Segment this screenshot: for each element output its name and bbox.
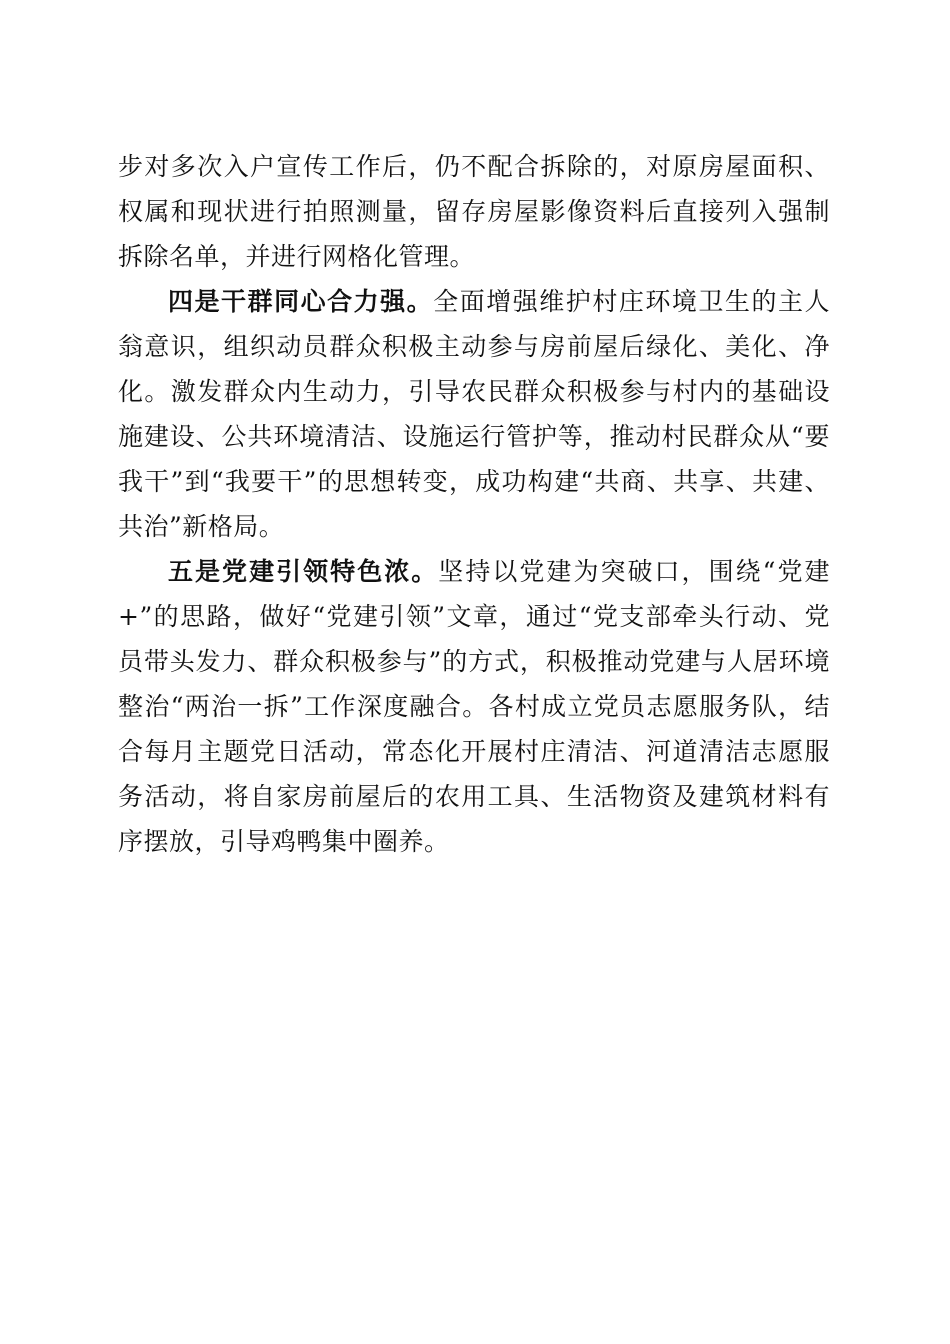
paragraph-body: 步对多次入户宣传工作后，仍不配合拆除的，对原房屋面积、权属和现状进行拍照测量，留存房屋影像资料后直接列入强制拆除名单，并进行网格化管理。 [118, 152, 830, 271]
paragraph-point-five [118, 549, 830, 864]
paragraph-lead: 五是党建引领特色浓。 [168, 557, 439, 586]
paragraph-lead: 四是干群同心合力强。 [168, 287, 434, 316]
paragraph-point-four [118, 279, 830, 549]
paragraph-body: 坚持以党建为突破口，围绕“党建+”的思路，做好“党建引领”文章，通过“党支部牵头行动、党员带头发力、群众积极参与”的方式，积极推动党建与人居环境整治“两治一拆”工作深度融合。各村成立党员志愿服务队，结合每月主题党日活动，常态化开展村庄清洁、河道清洁志愿服务活动，将自家房前屋后的农用工具、生活物资及建筑材料有序摆放，引导鸡鸭集中圈养。 [118, 557, 830, 856]
document-body [118, 144, 830, 864]
paragraph-continuation [118, 144, 830, 279]
paragraph-body: 全面增强维护村庄环境卫生的主人翁意识，组织动员群众积极主动参与房前屋后绿化、美化、净化。激发群众内生动力，引导农民群众积极参与村内的基础设施建设、公共环境清洁、设施运行管护等，推动村民群众从“要我干”到“我要干”的思想转变，成功构建“共商、共享、共建、共治”新格局。 [118, 287, 830, 541]
